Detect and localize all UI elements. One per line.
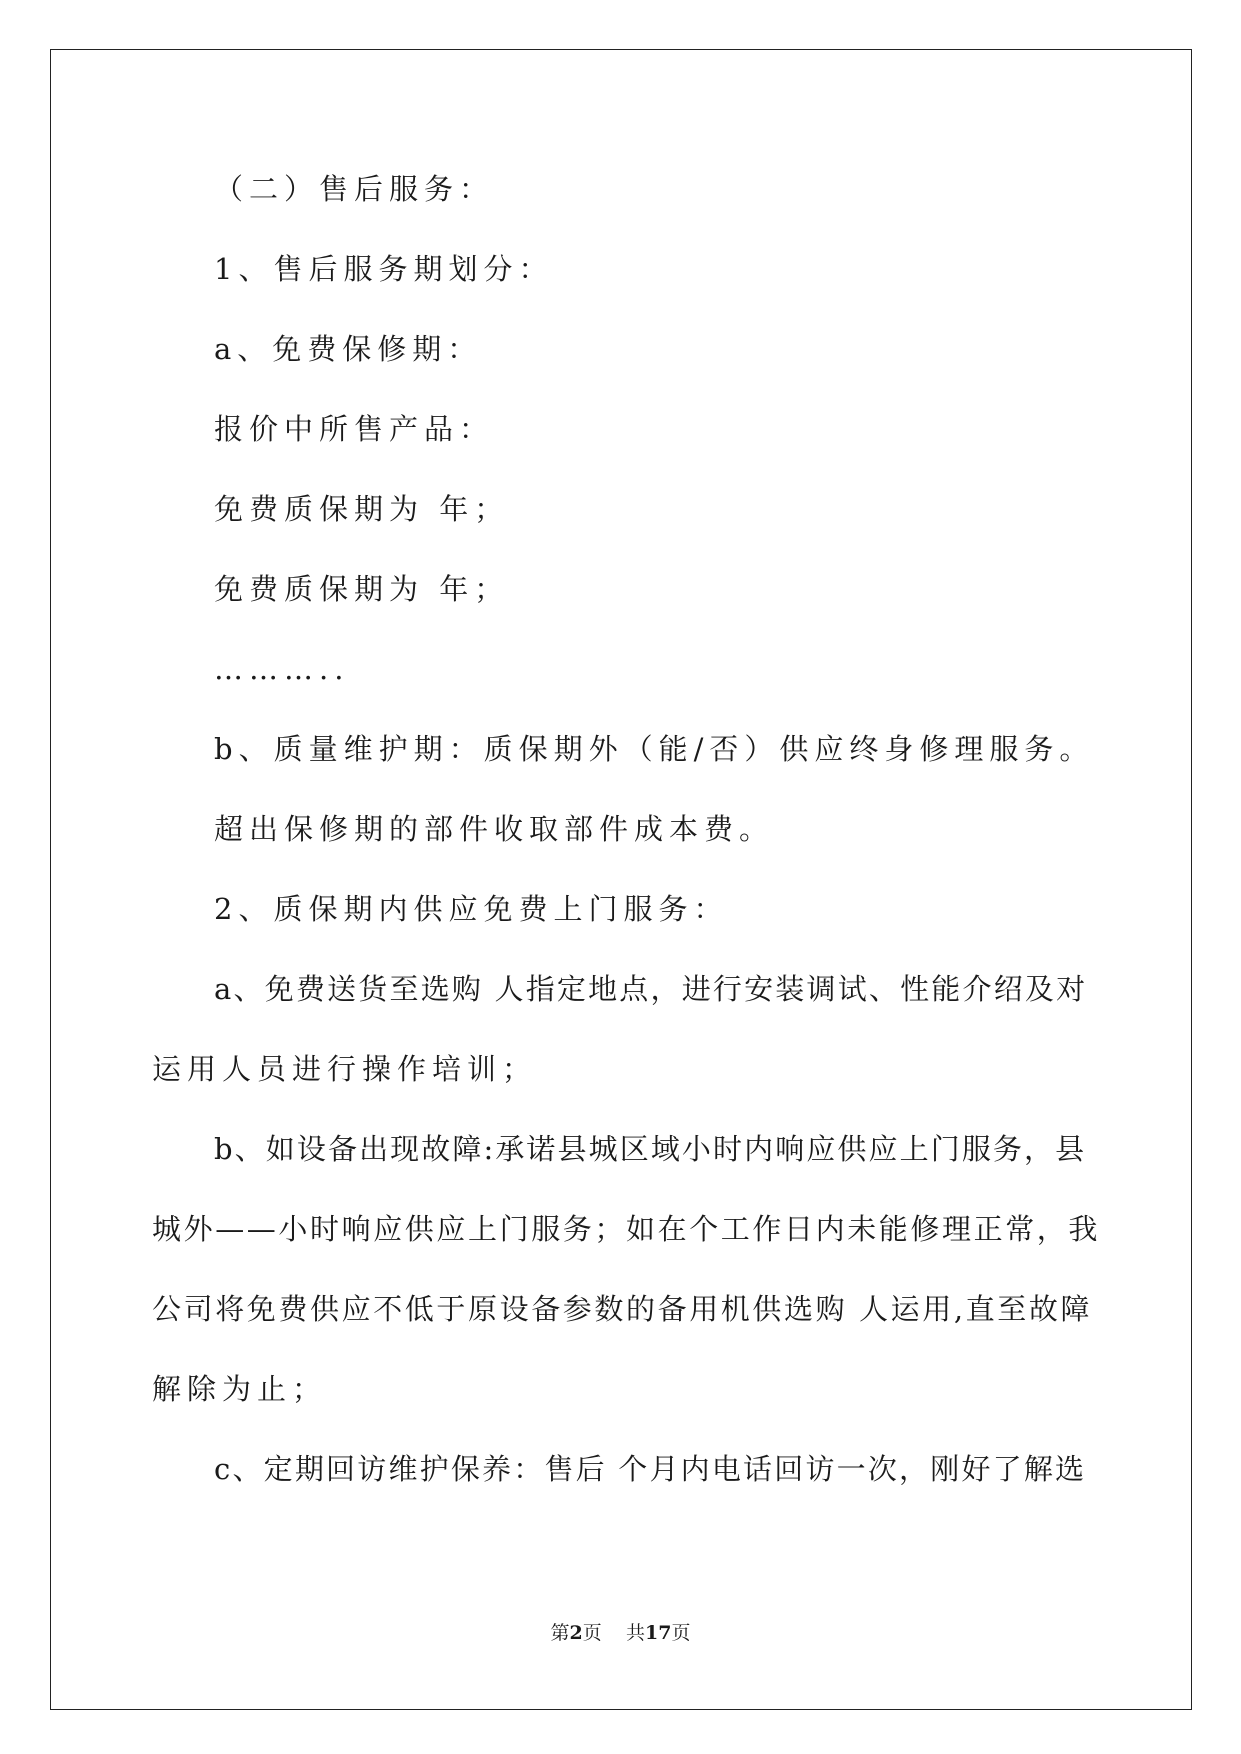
text-line: a、免费保修期： <box>214 332 483 366</box>
text-line: ……….. <box>214 652 350 686</box>
footer-page-suffix: 页 <box>582 1622 602 1644</box>
text-line: 解除为止； <box>152 1372 328 1406</box>
section-heading: （二）售后服务： <box>214 172 495 206</box>
footer-total-suffix: 页 <box>671 1622 691 1644</box>
text-line: 公司将免费供应不低于原设备参数的备用机供选购 人运用,直至故障 <box>152 1292 1093 1326</box>
text-line: b、质量维护期：质保期外（能/否）供应终身修理服务。 <box>214 732 1095 766</box>
footer-page-number: 2 <box>569 1622 583 1644</box>
text-line: 免费质保期为 年； <box>214 572 510 606</box>
text-line: 1、售后服务期划分： <box>214 252 554 286</box>
text-line: 免费质保期为 年； <box>214 492 510 526</box>
text-line: a、免费送货至选购 人指定地点，进行安装调试、性能介绍及对 <box>214 972 1088 1006</box>
footer-total-pages: 17 <box>644 1622 672 1644</box>
text-line: 报价中所售产品： <box>214 412 495 446</box>
page-footer <box>0 1624 1241 1643</box>
text-line: 城外——小时响应供应上门服务；如在个工作日内未能修理正常，我 <box>152 1212 1101 1246</box>
text-line: 超出保修期的部件收取部件成本费。 <box>214 812 775 846</box>
text-line: 2、质保期内供应免费上门服务： <box>214 892 729 926</box>
text-line: b、如设备出现故障:承诺县城区域小时内响应供应上门服务，县 <box>214 1132 1087 1166</box>
footer-total-prefix: 共 <box>625 1622 645 1644</box>
text-line: 运用人员进行操作培训； <box>152 1052 538 1086</box>
text-line: c、定期回访维护保养：售后 个月内电话回访一次，刚好了解选 <box>214 1452 1087 1486</box>
footer-page-prefix: 第 <box>550 1622 570 1644</box>
